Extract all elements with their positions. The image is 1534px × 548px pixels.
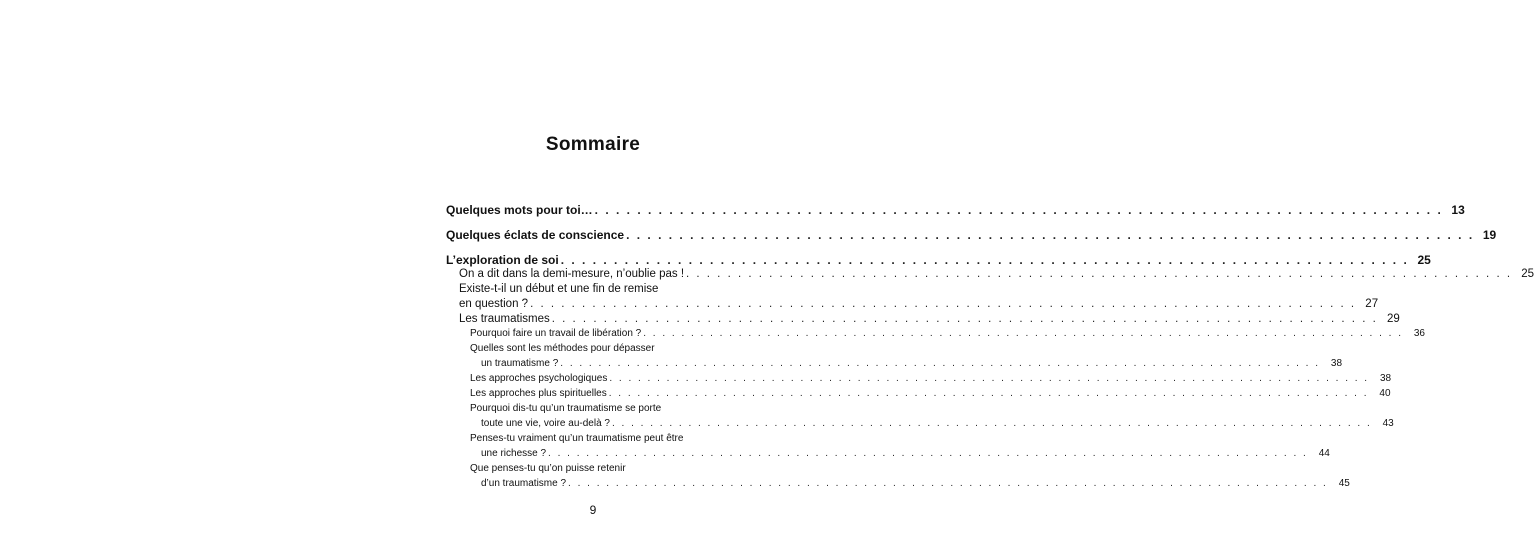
toc-leader-dots: . . . . . . . . . . . . . . . . . . . . . . . . . . . . . . . . . . . . . . . . . . . . . . . . . . . . . . . . . . . . . . . . . . . . . . . . . . . . . . . . [609, 373, 1370, 384]
toc-entry-title: Pourquoi faire un travail de libération ? [470, 328, 642, 339]
toc-entry-title: Les approches psychologiques [470, 373, 608, 384]
toc-entry[interactable] [446, 433, 739, 444]
toc-entry-page: 25 [1521, 268, 1534, 280]
toc-leader-dots: . . . . . . . . . . . . . . . . . . . . . . . . . . . . . . . . . . . . . . . . . . . . . . . . . . . . . . . . . . . . . . . . . . . . . . . . . . . . . . . . [548, 448, 1308, 459]
toc-entry[interactable] [446, 228, 1497, 242]
toc-entry-title: L’exploration de soi [446, 253, 559, 267]
toc-leader-dots: . . . . . . . . . . . . . . . . . . . . . . . . . . . . . . . . . . . . . . . . . . . . . . . . . . . . . . . . . . . . . . . . . . . . . . . . . . . . . . . . [608, 388, 1369, 399]
toc-entry-page: 45 [1338, 478, 1350, 489]
toc-entry[interactable] [446, 403, 739, 414]
toc-entry-title: une richesse ? [481, 448, 547, 459]
toc-leader-dots: . . . . . . . . . . . . . . . . . . . . . . . . . . . . . . . . . . . . . . . . . . . . . . . . . . . . . . . . . . . . . . . . . . . . . . . . . . . . . . . . [611, 418, 1372, 429]
toc-entry[interactable] [446, 448, 1330, 459]
toc-entry[interactable] [446, 478, 1350, 489]
toc-leader-dots: . . . . . . . . . . . . . . . . . . . . . . . . . . . . . . . . . . . . . . . . . . . . . . . . . . . . . . . . . . . . . . . . . . . . . . . . . . . . . . . . [643, 328, 1403, 339]
toc-leader-dots: . . . . . . . . . . . . . . . . . . . . . . . . . . . . . . . . . . . . . . . . . . . . . . . . . . . . . . . . . . . . . . . . . . . . . . . . . . . . . . . . [560, 358, 1321, 369]
page-number: 9 [589, 503, 597, 517]
toc-entry-title: Les traumatismes [459, 313, 550, 325]
toc-leader-dots: . . . . . . . . . . . . . . . . . . . . . . . . . . . . . . . . . . . . . . . . . . . . . . . . . . . . . . . . . . . . . . . . . . . . . . . . . . . . . . . . [626, 228, 1475, 242]
toc-entry-page: 38 [1330, 358, 1343, 369]
toc-entry[interactable] [446, 268, 1534, 280]
toc-entry[interactable] [446, 343, 739, 354]
page-title: Sommaire [545, 134, 641, 155]
toc-entry[interactable] [446, 203, 1465, 217]
toc-entry[interactable] [446, 283, 739, 295]
toc-leader-dots: . . . . . . . . . . . . . . . . . . . . . . . . . . . . . . . . . . . . . . . . . . . . . . . . . . . . . . . . . . . . . . . . . . . . . . . . . . . . . . . . [686, 268, 1513, 280]
toc-entry-page: 19 [1482, 228, 1497, 242]
toc-entry-title: d’un traumatisme ? [481, 478, 567, 489]
toc-entry[interactable] [446, 388, 1391, 399]
toc-entry[interactable] [446, 463, 739, 474]
toc-entry[interactable] [446, 373, 1392, 384]
toc-entry-page: 13 [1451, 203, 1465, 217]
toc-entry[interactable] [446, 418, 1394, 429]
toc-entry-title: Les approches plus spirituelles [470, 388, 607, 399]
toc-entry[interactable] [446, 253, 1431, 267]
toc-entry-title: Quelles sont les méthodes pour dépasser [470, 343, 655, 354]
toc-entry-page: 29 [1387, 313, 1400, 325]
toc-entry-title: Pourquoi dis-tu qu’un traumatisme se porte [470, 403, 662, 414]
toc-entry-title: Existe-t-il un début et une fin de remise [459, 283, 659, 295]
toc-entry-title: en question ? [459, 298, 529, 310]
toc-entry[interactable] [446, 328, 1425, 339]
toc-entry-page: 43 [1382, 418, 1394, 429]
toc-entry-page: 25 [1417, 253, 1431, 267]
toc-entry[interactable] [446, 298, 1379, 310]
toc-entry[interactable] [446, 313, 1400, 325]
toc-leader-dots: . . . . . . . . . . . . . . . . . . . . . . . . . . . . . . . . . . . . . . . . . . . . . . . . . . . . . . . . . . . . . . . . . . . . . . . . . . . . . . . . [551, 313, 1378, 325]
toc-entry-page: 40 [1379, 388, 1391, 399]
toc-entry-page: 44 [1318, 448, 1330, 459]
toc-entry-title: Quelques éclats de conscience [446, 228, 625, 242]
toc-entry-title: toute une vie, voire au-delà ? [481, 418, 610, 429]
toc-entry-title: Quelques mots pour toi… [446, 203, 593, 217]
toc-leader-dots: . . . . . . . . . . . . . . . . . . . . . . . . . . . . . . . . . . . . . . . . . . . . . . . . . . . . . . . . . . . . . . . . . . . . . . . . . . . . . . . . [568, 478, 1328, 489]
toc-entry-title: Penses-tu vraiment qu’un traumatisme peut être [470, 433, 684, 444]
toc-entry-page: 27 [1365, 298, 1379, 310]
toc-entry-title: On a dit dans la demi-mesure, n’oublie pas ! [459, 268, 685, 280]
toc-entry-title: un traumatisme ? [481, 358, 559, 369]
toc-leader-dots: . . . . . . . . . . . . . . . . . . . . . . . . . . . . . . . . . . . . . . . . . . . . . . . . . . . . . . . . . . . . . . . . . . . . . . . . . . . . . . . . [594, 203, 1443, 217]
toc-entry-page: 36 [1413, 328, 1425, 339]
toc-entry-page: 38 [1379, 373, 1392, 384]
toc-leader-dots: . . . . . . . . . . . . . . . . . . . . . . . . . . . . . . . . . . . . . . . . . . . . . . . . . . . . . . . . . . . . . . . . . . . . . . . . . . . . . . . . [530, 298, 1357, 310]
toc-entry[interactable] [446, 358, 1343, 369]
toc-leader-dots: . . . . . . . . . . . . . . . . . . . . . . . . . . . . . . . . . . . . . . . . . . . . . . . . . . . . . . . . . . . . . . . . . . . . . . . . . . . . . . . . [560, 253, 1409, 267]
toc-entry-title: Que penses-tu qu’on puisse retenir [470, 463, 626, 474]
